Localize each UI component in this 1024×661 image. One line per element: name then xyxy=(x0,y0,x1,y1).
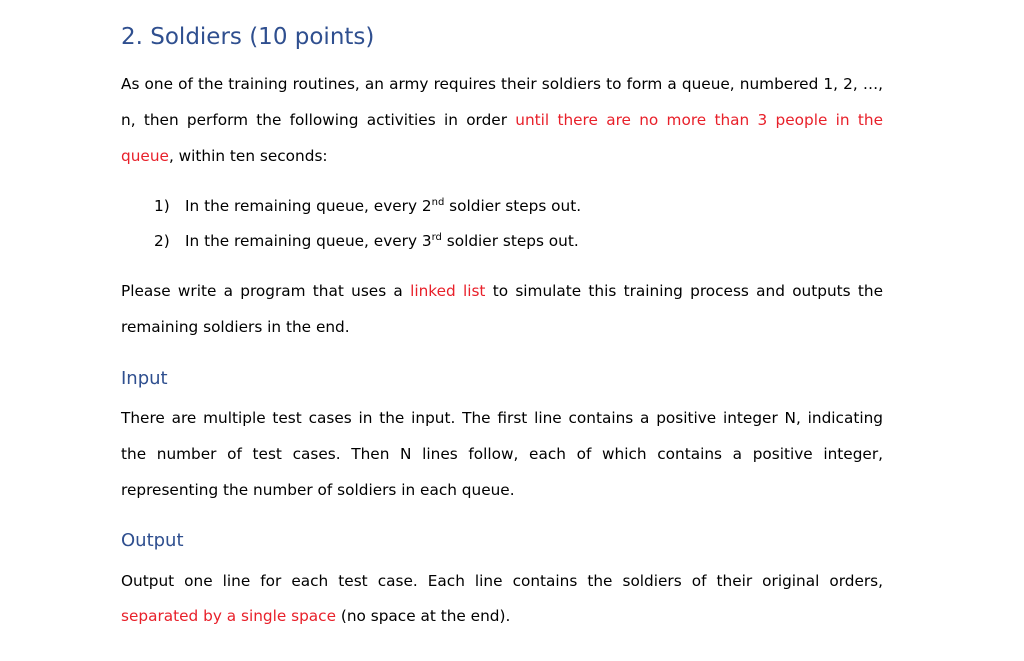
output-highlight: separated by a single space xyxy=(121,607,336,625)
task-text: Please write a program that uses a xyxy=(121,282,403,300)
intro-line-1: As one of the training routines, an army requires their soldiers to form a queue, numbered 1, 2, …, xyxy=(121,75,883,93)
output-text-end: (no space at the end). xyxy=(336,607,511,625)
input-line-2: the number of test cases. Then N lines follow, each of which contains a positive integer, xyxy=(121,445,883,463)
intro-text: n, then perform the following activities in order xyxy=(121,111,507,129)
page-title: 2. Soldiers (10 points) xyxy=(121,24,375,50)
input-heading: Input xyxy=(121,368,168,389)
step-ordinal-suffix: rd xyxy=(431,232,442,243)
step-item-2 xyxy=(154,231,579,251)
step-ordinal-suffix: nd xyxy=(431,197,445,208)
step-text-end: soldier steps out. xyxy=(444,197,582,215)
task-highlight: linked list xyxy=(410,282,486,300)
intro-highlight: until there are no more than 3 people in the xyxy=(515,111,883,129)
task-line-2: remaining soldiers in the end. xyxy=(121,318,350,336)
output-line-1: Output one line for each test case. Each line contains the soldiers of their original orders, xyxy=(121,572,883,590)
step-text: In the remaining queue, every 3 xyxy=(185,232,432,250)
step-item-1 xyxy=(154,196,581,216)
output-line-2 xyxy=(121,606,883,626)
intro-line-2 xyxy=(121,110,883,130)
intro-text-end: , within ten seconds: xyxy=(168,147,328,165)
input-line-3: representing the number of soldiers in each queue. xyxy=(121,481,515,499)
input-line-1: There are multiple test cases in the input. The first line contains a positive integer N, indicating xyxy=(121,409,883,427)
intro-line-3 xyxy=(121,146,883,166)
step-text: In the remaining queue, every 2 xyxy=(185,197,432,215)
step-number: 2) xyxy=(154,232,170,250)
intro-highlight-cont: queue xyxy=(121,147,169,165)
step-number: 1) xyxy=(154,197,170,215)
task-line-1 xyxy=(121,281,883,301)
step-text-end: soldier steps out. xyxy=(441,232,579,250)
task-text-end: to simulate this training process and outputs the xyxy=(492,282,883,300)
output-heading: Output xyxy=(121,530,184,551)
